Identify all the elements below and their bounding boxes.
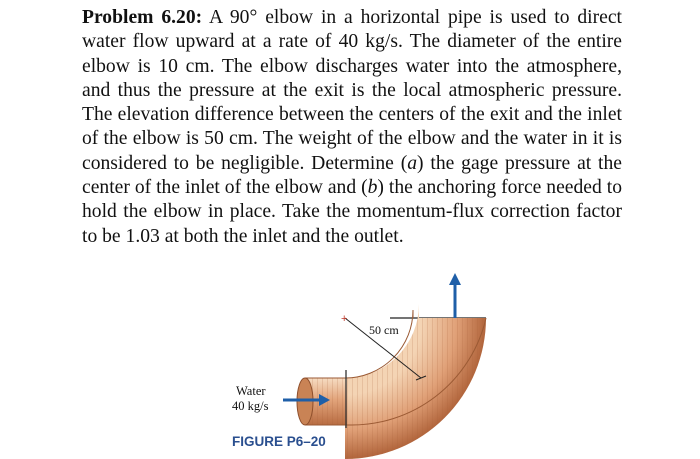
- outlet-flow-arrowhead: [449, 273, 461, 285]
- center-mark: +: [341, 313, 348, 325]
- dimension-label: 50 cm: [369, 323, 399, 337]
- figure-caption: FIGURE P6–20: [232, 434, 326, 449]
- inlet-label-water: Water: [236, 384, 266, 398]
- problem-text-2: ) the gage pressure at the center of the inlet of the elbow and (: [82, 152, 622, 199]
- problem-text-1: A 90° elbow in a horizontal pipe is used to direct water flow upward at a rate of 40 kg/s. The diameter of the entire elbow is 10 cm. The elbow discharges water into the atmosphere, and thus the pressure at the exit is the local atmospheric pressure. The elevation difference between the centers of the exit and the inlet of the elbow is 50 cm. The weight of the elbow and the water in it is considered to be negligible. Determine (: [82, 7, 622, 174]
- inlet-label-flowrate: 40 kg/s: [232, 399, 269, 413]
- problem-text-3: ) the anchoring force needed to hold the elbow in place. Take the momentum-flux correction factor to be 1.03 at both the inlet and the outlet.: [82, 177, 622, 247]
- part-b-marker: b: [367, 177, 378, 199]
- part-a-marker: a: [407, 152, 418, 174]
- problem-label: Problem 6.20:: [82, 7, 203, 28]
